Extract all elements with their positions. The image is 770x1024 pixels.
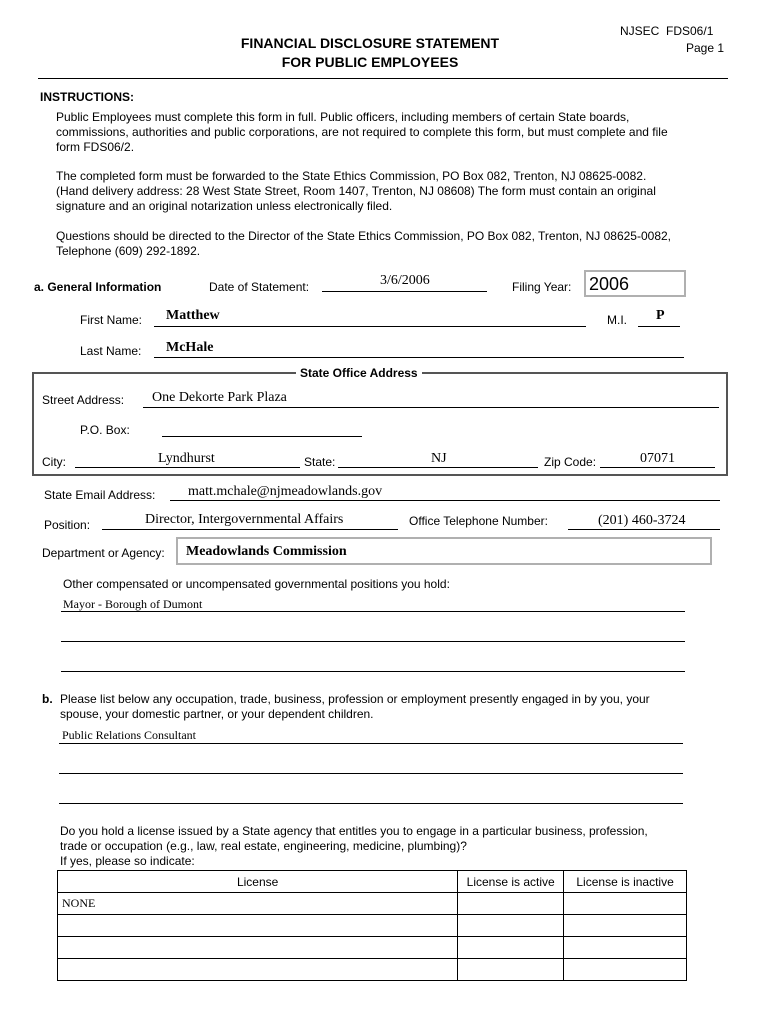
instructions-p1-line2: commissions, authorities and public corporations, are not required to complete this form, but must complete and file (56, 125, 668, 139)
instructions-p1-line1: Public Employees must complete this form in full. Public officers, including members of certain State boards, (56, 110, 630, 124)
last-name-underline (154, 357, 684, 358)
license-cell[interactable]: NONE (58, 893, 458, 915)
filing-year-value: 2006 (589, 274, 630, 294)
table-row (58, 915, 687, 937)
license-table-header (58, 871, 687, 893)
occupation-underline-1 (59, 743, 683, 744)
occupation-underline-2 (59, 773, 683, 774)
license-inactive-cell[interactable] (564, 937, 687, 959)
license-question (60, 824, 648, 869)
license-inactive-cell[interactable] (564, 893, 687, 915)
po-box-underline (162, 436, 362, 437)
other-position-underline-3 (61, 671, 685, 672)
city-underline (75, 467, 300, 468)
email-field[interactable]: matt.mchale@njmeadowlands.gov (188, 484, 383, 499)
license-inactive-header: License is inactive (564, 871, 687, 893)
occupation-underline-3 (59, 803, 683, 804)
mi-label: M.I. (607, 313, 627, 327)
page-number: Page 1 (686, 41, 725, 55)
license-active-header: License is active (458, 871, 564, 893)
street-address-underline (143, 407, 719, 408)
license-active-cell[interactable] (458, 915, 564, 937)
table-row (58, 937, 687, 959)
instructions-p3-line1: Questions should be directed to the Director of the State Ethics Commission, PO Box 082, Trenton, NJ 08625-0082, (56, 229, 671, 243)
city-field[interactable]: Lyndhurst (158, 451, 215, 466)
license-active-cell[interactable] (458, 937, 564, 959)
instructions-p2-line3: signature and an original notarization unless electronically filed. (56, 199, 393, 213)
position-label: Position: (44, 518, 91, 532)
instructions-paragraph-3 (56, 229, 726, 259)
department-label: Department or Agency: (42, 546, 165, 560)
other-position-underline-1 (61, 611, 685, 612)
filing-year-field[interactable] (584, 270, 686, 297)
section-b-prompt-line2: spouse, your domestic partner, or your dependent children. (60, 707, 374, 721)
license-active-cell[interactable] (458, 959, 564, 981)
office-phone-field[interactable]: (201) 460-3724 (598, 513, 686, 528)
license-cell[interactable] (58, 937, 458, 959)
mi-underline (638, 326, 680, 327)
license-question-line2: trade or occupation (e.g., law, real estate, engineering, medicine, plumbing)? (60, 839, 467, 853)
department-field[interactable] (176, 537, 712, 565)
other-position-underline-2 (61, 641, 685, 642)
state-underline (338, 467, 538, 468)
first-name-label: First Name: (80, 313, 143, 327)
street-address-label: Street Address: (42, 393, 125, 407)
license-active-cell[interactable] (458, 893, 564, 915)
instructions-p2-line2: (Hand delivery address: 28 West State Street, Room 1407, Trenton, NJ 08608) The form must contain an original (56, 184, 656, 198)
license-cell[interactable] (58, 959, 458, 981)
zip-code-field[interactable]: 07071 (640, 451, 675, 466)
table-row (58, 893, 687, 915)
form-id: NJSEC FDS06/1 (620, 24, 714, 38)
last-name-field[interactable]: McHale (166, 340, 214, 355)
license-inactive-cell[interactable] (564, 915, 687, 937)
zip-code-label: Zip Code: (544, 455, 597, 469)
office-phone-label: Office Telephone Number: (409, 514, 548, 528)
position-underline (102, 529, 398, 530)
state-label: State: (304, 455, 336, 469)
email-underline (170, 500, 720, 501)
section-b-prompt-line1: Please list below any occupation, trade, business, profession or employment presently engaged in by you, your (60, 692, 650, 706)
instructions-paragraph-1 (56, 110, 726, 155)
table-row (58, 959, 687, 981)
filing-year-label: Filing Year: (512, 280, 572, 294)
other-position-line-1[interactable]: Mayor - Borough of Dumont (63, 597, 203, 611)
occupation-line-1[interactable]: Public Relations Consultant (62, 728, 196, 742)
license-inactive-cell[interactable] (564, 959, 687, 981)
email-label: State Email Address: (44, 488, 156, 502)
form-title-line2: FOR PUBLIC EMPLOYEES (281, 54, 459, 70)
first-name-field[interactable]: Matthew (166, 308, 220, 323)
state-field[interactable]: NJ (431, 451, 447, 466)
instructions-heading: INSTRUCTIONS: (40, 90, 134, 104)
street-address-field[interactable]: One Dekorte Park Plaza (152, 390, 287, 405)
instructions-p2-line1: The completed form must be forwarded to the State Ethics Commission, PO Box 082, Trenton, NJ 08625-0082. (56, 169, 647, 183)
department-value: Meadowlands Commission (186, 544, 347, 559)
zip-code-underline (600, 467, 715, 468)
license-cell[interactable] (58, 915, 458, 937)
header-divider (38, 78, 728, 79)
state-office-address-box (32, 372, 728, 476)
state-office-address-heading: State Office Address (296, 366, 422, 380)
first-name-underline (154, 326, 586, 327)
date-underline (322, 291, 487, 292)
office-phone-underline (568, 529, 720, 530)
license-header: License (58, 871, 458, 893)
date-of-statement-field[interactable]: 3/6/2006 (380, 273, 430, 288)
date-of-statement-label: Date of Statement: (209, 280, 310, 294)
section-b-prompt (60, 692, 650, 722)
form-title-line1: FINANCIAL DISCLOSURE STATEMENT (240, 35, 500, 51)
other-positions-prompt: Other compensated or uncompensated governmental positions you hold: (63, 577, 450, 591)
section-a-label: a. General Information (34, 280, 162, 294)
city-label: City: (42, 455, 66, 469)
license-table (57, 870, 687, 981)
instructions-p1-line3: form FDS06/2. (56, 140, 135, 154)
position-field[interactable]: Director, Intergovernmental Affairs (145, 512, 344, 527)
mi-field[interactable]: P (656, 308, 665, 323)
po-box-label: P.O. Box: (80, 423, 130, 437)
instructions-p3-line2: Telephone (609) 292-1892. (56, 244, 201, 258)
section-b-letter: b. (42, 692, 53, 706)
instructions-paragraph-2 (56, 169, 726, 214)
license-question-line3: If yes, please so indicate: (60, 854, 195, 868)
license-question-line1: Do you hold a license issued by a State agency that entitles you to engage in a particular business, profession, (60, 824, 648, 838)
last-name-label: Last Name: (80, 344, 142, 358)
